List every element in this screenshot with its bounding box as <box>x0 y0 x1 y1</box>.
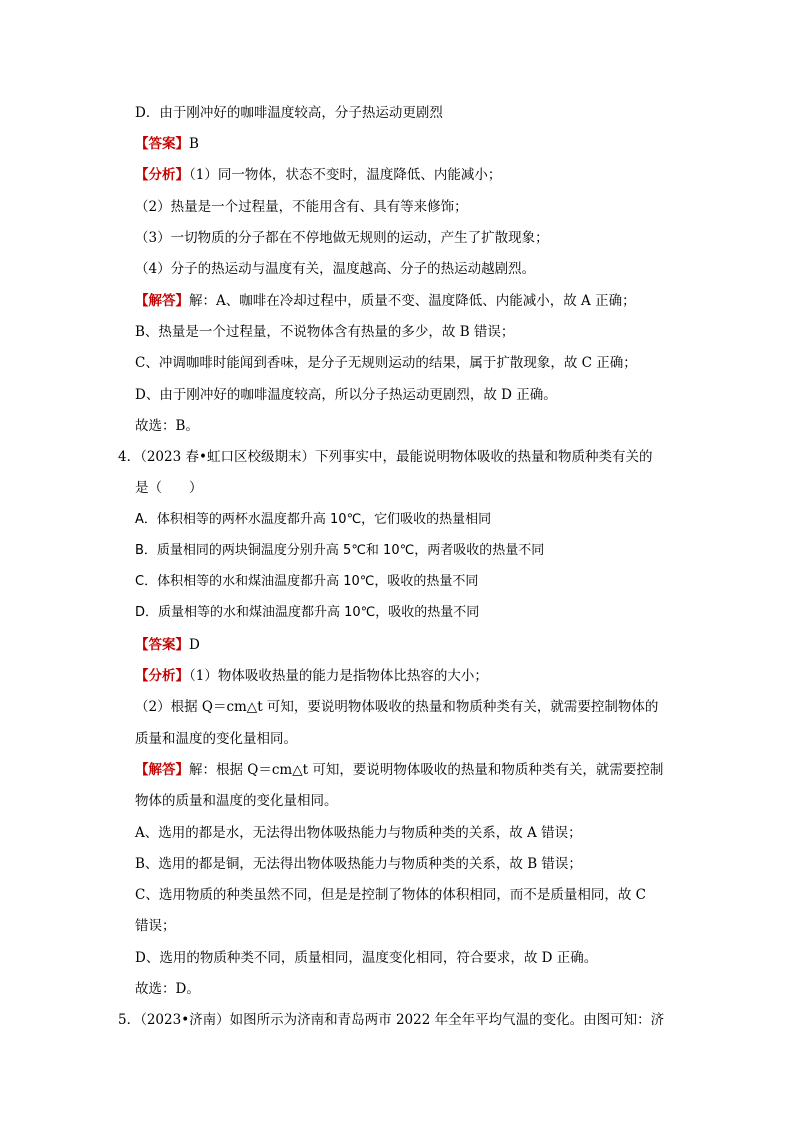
solution-text: 解：根据 Q＝cm△t 可知，要说明物体吸收的热量和物质种类有关，就需要控制 <box>189 762 664 778</box>
answer-tag: 【答案】 <box>135 136 189 152</box>
analysis-tag: 【分析】 <box>135 668 189 684</box>
q4-stem-line-1: 4．（2023 春•虹口区校级期末）下列事实中，最能说明物体吸收的热量和物质种类有关的 <box>118 449 653 465</box>
q4-solution-line-2: 物体的质量和温度的变化量相同。 <box>135 793 338 809</box>
answer-value: D <box>189 637 200 653</box>
q4-solution-line-1 <box>135 761 663 779</box>
q4-solution-line-5: C、选用物质的种类虽然不同，但是是控制了物体的体积相同，而不是质量相同，故 C <box>135 887 646 903</box>
q4-option-a: A．体积相等的两杯水温度都升高 10℃，它们吸收的热量相同 <box>135 512 492 527</box>
prev-option-d: D．由于刚冲好的咖啡温度较高，分子热运动更剧烈 <box>135 105 443 121</box>
q4-solution-line-6: 错误； <box>135 918 176 934</box>
prev-solution-line-4: D、由于刚冲好的咖啡温度较高，所以分子热运动更剧烈，故 D 正确。 <box>135 387 557 403</box>
q4-option-b: B．质量相同的两块铜温度分别升高 5℃和 10℃，两者吸收的热量不同 <box>135 543 545 558</box>
prev-solution-line-1 <box>135 292 636 310</box>
answer-tag: 【答案】 <box>135 637 189 653</box>
q4-analysis-line-2: （2）根据 Q＝cm△t 可知，要说明物体吸收的热量和物质种类有关，就需要控制物体的 <box>135 699 659 715</box>
answer-value: B <box>189 136 199 152</box>
q4-solution-line-8: 故选：D。 <box>135 981 200 997</box>
prev-analysis-line-2: （2）热量是一个过程量，不能用含有、具有等来修饰； <box>135 199 468 215</box>
q4-answer-line <box>135 636 200 654</box>
analysis-tag: 【分析】 <box>135 167 189 183</box>
prev-solution-line-2: B、热量是一个过程量，不说物体含有热量的多少，故 B 错误； <box>135 324 515 340</box>
solution-tag: 【解答】 <box>135 762 189 778</box>
q4-solution-line-3: A、选用的都是水，无法得出物体吸热能力与物质种类的关系，故 A 错误； <box>135 825 582 841</box>
q4-analysis-line-3: 质量和温度的变化量相同。 <box>135 731 297 747</box>
analysis-text: （1）物体吸收热量的能力是指物体比热容的大小； <box>189 668 488 684</box>
q4-option-d: D．质量相等的水和煤油温度都升高 10℃，吸收的热量不同 <box>135 605 480 620</box>
prev-analysis-line-4: （4）分子的热运动与温度有关，温度越高、分子的热运动越剧烈。 <box>135 261 536 277</box>
q5-stem-line-1: 5．（2023•济南）如图所示为济南和青岛两市 2022 年全年平均气温的变化。由图可知：济 <box>118 1012 665 1028</box>
solution-text: 解：A、咖啡在冷却过程中，质量不变、温度降低、内能减小，故 A 正确； <box>189 293 636 309</box>
q4-solution-line-4: B、选用的都是铜，无法得出物体吸热能力与物质种类的关系，故 B 错误； <box>135 856 582 872</box>
solution-tag: 【解答】 <box>135 293 189 309</box>
prev-analysis-line-1 <box>135 166 501 184</box>
q4-stem-line-2: 是（ ） <box>135 480 203 496</box>
q4-analysis-line-1 <box>135 667 488 685</box>
prev-solution-line-3: C、冲调咖啡时能闻到香味，是分子无规则运动的结果，属于扩散现象，故 C 正确； <box>135 355 637 371</box>
q4-option-c: C．体积相等的水和煤油温度都升高 10℃，吸收的热量不同 <box>135 574 479 589</box>
analysis-text: （1）同一物体，状态不变时，温度降低、内能减小； <box>189 167 502 183</box>
prev-solution-line-5: 故选：B。 <box>135 418 199 434</box>
prev-analysis-line-3: （3）一切物质的分子都在不停地做无规则的运动，产生了扩散现象； <box>135 230 549 246</box>
q4-solution-line-7: D、选用的物质种类不同，质量相同，温度变化相同，符合要求，故 D 正确。 <box>135 950 598 966</box>
prev-answer-line <box>135 135 199 153</box>
